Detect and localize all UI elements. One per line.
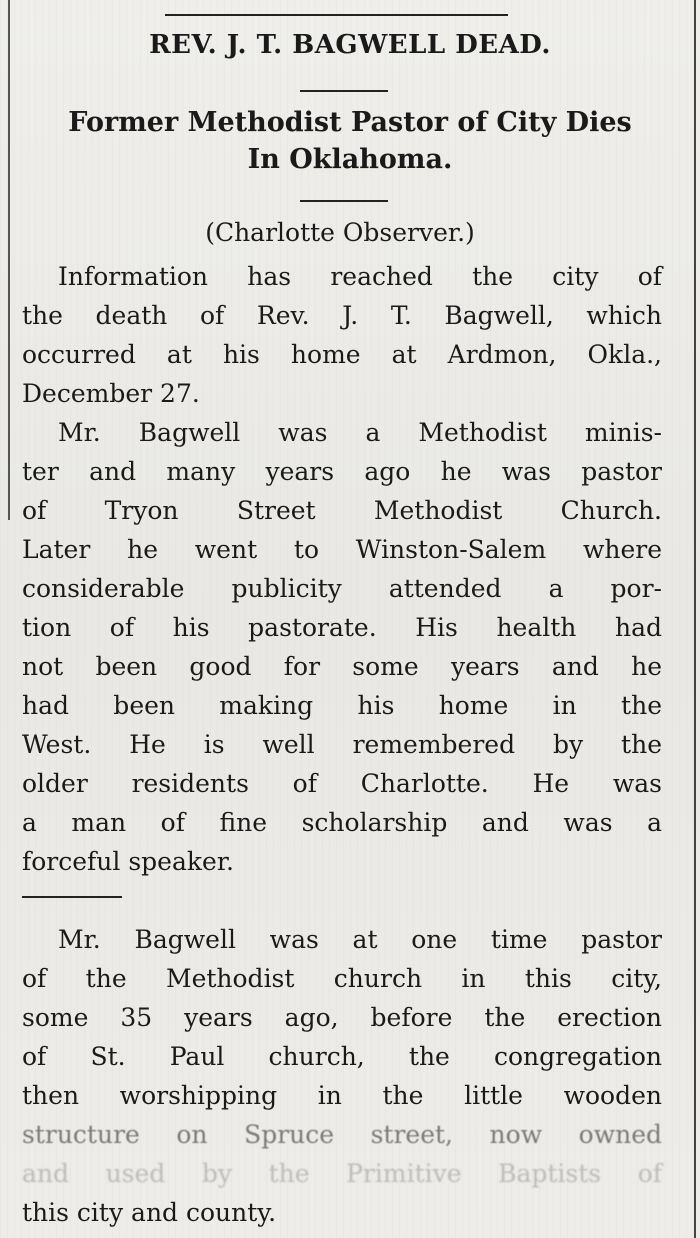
column-rule-right — [694, 0, 696, 1238]
paragraph-3 — [22, 920, 662, 1232]
text-line-faded: and used by the Primitive Baptists of — [22, 1159, 662, 1188]
text-line-faded: structure on Spruce street, now owned — [22, 1120, 662, 1149]
subhead-line-1: Former Methodist Pastor of City Dies — [68, 107, 632, 138]
text-line: Information has reached the city of — [58, 262, 662, 291]
subhead-divider — [300, 200, 388, 202]
paragraph-1 — [22, 257, 662, 413]
text-line: occurred at his home at Ardmon, Okla., — [22, 340, 662, 369]
text-line: Mr. Bagwell was at one time pastor — [58, 925, 662, 954]
text-line: not been good for some years and he — [22, 652, 662, 681]
text-line: West. He is well remembered by the — [22, 730, 662, 759]
column-rule-left — [8, 0, 10, 520]
text-line: Later he went to Winston-Salem where — [22, 535, 662, 564]
headline: REV. J. T. BAGWELL DEAD. — [149, 30, 551, 60]
top-rule — [165, 14, 508, 16]
text-line: had been making his home in the — [22, 691, 662, 720]
text-line: December 27. — [22, 379, 200, 408]
text-line: Mr. Bagwell was a Methodist minis- — [58, 418, 662, 447]
text-line: some 35 years ago, before the erection — [22, 1003, 662, 1032]
text-line: the death of Rev. J. T. Bagwell, which — [22, 301, 662, 330]
headline-divider — [300, 90, 388, 92]
text-line: of the Methodist church in this city, — [22, 964, 662, 993]
text-line: considerable publicity attended a por- — [22, 574, 662, 603]
text-line: of St. Paul church, the congregation — [22, 1042, 662, 1071]
text-line: tion of his pastorate. His health had — [22, 613, 662, 642]
text-line: a man of fine scholarship and was a — [22, 808, 662, 837]
text-line: then worshipping in the little wooden — [22, 1081, 662, 1110]
subheadline — [10, 104, 690, 178]
subhead-line-2: In Oklahoma. — [247, 144, 453, 175]
text-line: forceful speaker. — [22, 847, 234, 876]
text-line: of Tryon Street Methodist Church. — [22, 496, 662, 525]
text-line: ter and many years ago he was pastor — [22, 457, 662, 486]
section-separator — [22, 896, 122, 898]
text-line: older residents of Charlotte. He was — [22, 769, 662, 798]
paragraph-2 — [22, 413, 662, 881]
text-line: this city and county. — [22, 1198, 277, 1227]
source-credit: (Charlotte Observer.) — [205, 218, 475, 247]
